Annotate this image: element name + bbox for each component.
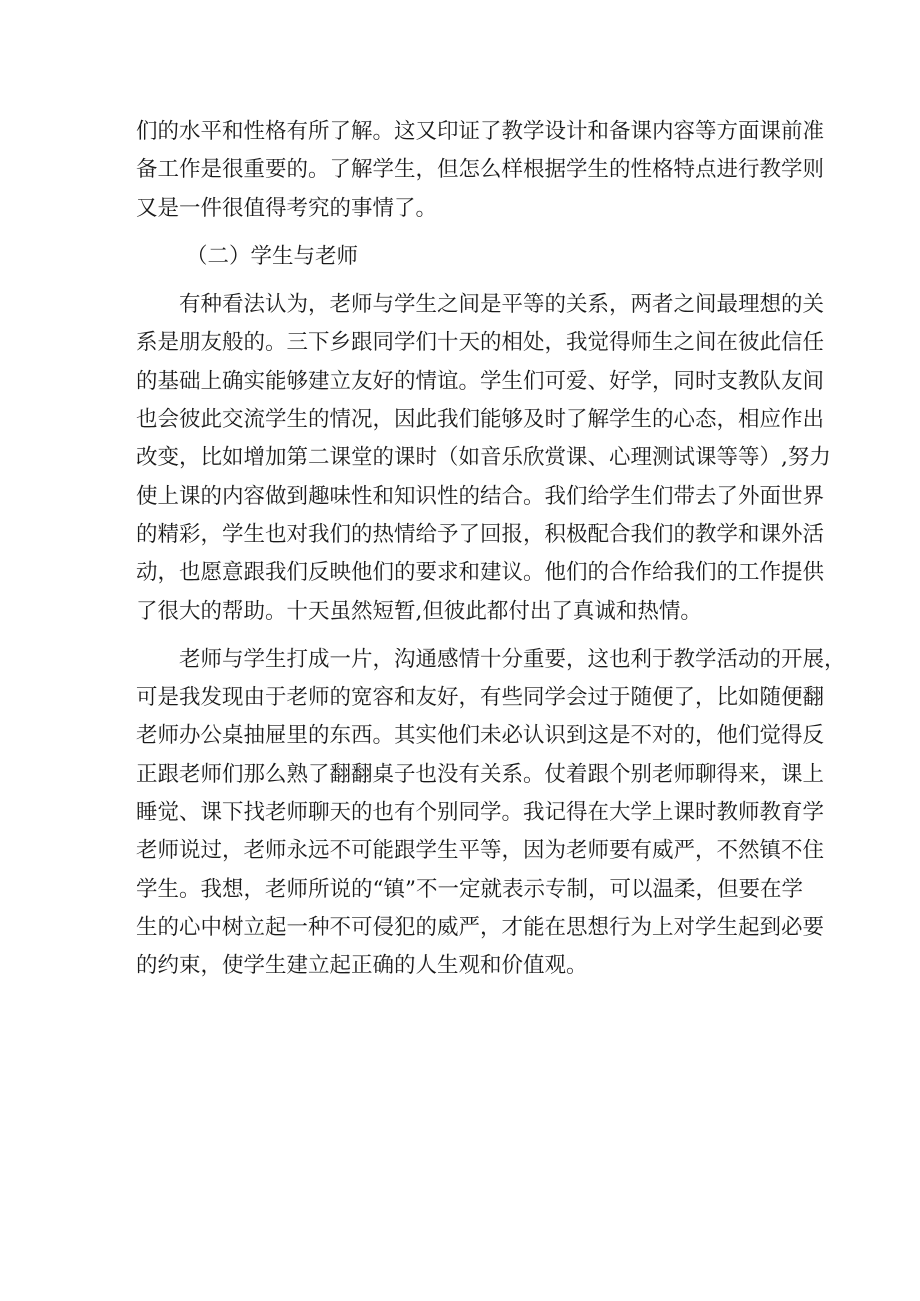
text-line: 睡觉、课下找老师聊天的也有个别同学。我记得在大学上课时教师教育学 [136, 800, 825, 826]
text-line: 可是我发现由于老师的宽容和友好，有些同学会过于随便了，比如随便翻 [136, 685, 825, 711]
text-line: 老师说过，老师永远不可能跟学生平等，因为老师要有威严，不然镇不住 [136, 838, 825, 864]
section-heading-wrapper [136, 238, 800, 276]
section-heading: （二）学生与老师 [186, 243, 359, 269]
paragraph-two [136, 286, 831, 631]
text-line: 生的心中树立起一种不可侵犯的威严，才能在思想行为上对学生起到必要 [136, 914, 825, 940]
text-line: 动，也愿意跟我们反映他们的要求和建议。他们的合作给我们的工作提供 [136, 560, 825, 586]
text-line: 的精彩，学生也对我们的热情给予了回报，积极配合我们的教学和课外活 [136, 521, 825, 547]
text-line: 正跟老师们那么熟了翻翻桌子也没有关系。仗着跟个别老师聊得来，课上 [136, 761, 825, 787]
text-line: 也会彼此交流学生的情况，因此我们能够及时了解学生的心态，相应作出 [136, 407, 825, 433]
text-line: 改变，比如增加第二课堂的课时（如音乐欣赏课、心理测试课等等）,努力 [136, 445, 831, 471]
text-line: 又是一件很值得考究的事情了。 [136, 195, 438, 221]
document-body [136, 113, 846, 986]
text-line: 使上课的内容做到趣味性和知识性的结合。我们给学生们带去了外面世界 [136, 483, 825, 509]
text-line: 有种看法认为，老师与学生之间是平等的关系，两者之间最理想的关 [179, 292, 825, 318]
paragraph-gap [136, 276, 800, 286]
paragraph-three [136, 641, 846, 986]
text-line: 的基础上确实能够建立友好的情谊。学生们可爱、好学，同时支教队友间 [136, 368, 825, 394]
text-line: 学生。我想，老师所说的“镇”不一定就表示专制，可以温柔，但要在学 [136, 876, 803, 902]
text-line: 的约束，使学生建立起正确的人生观和价值观。 [136, 953, 588, 979]
text-line: 系是朋友般的。三下乡跟同学们十天的相处，我觉得师生之间在彼此信任 [136, 330, 825, 356]
text-line: 老师与学生打成一片，沟通感情十分重要，这也利于教学活动的开展， [179, 646, 846, 672]
text-line: 老师办公桌抽屉里的东西。其实他们未必认识到这是不对的，他们觉得反 [136, 723, 825, 749]
paragraph-gap [136, 228, 800, 238]
text-line: 们的水平和性格有所了解。这又印证了教学设计和备课内容等方面课前准 [136, 119, 825, 144]
paragraph-gap [136, 631, 800, 641]
text-line: 备工作是很重要的。了解学生，但怎么样根据学生的性格特点进行教学则 [136, 157, 825, 183]
paragraph-intro [136, 113, 825, 228]
text-line: 了很大的帮助。十天虽然短暂,但彼此都付出了真诚和热情。 [136, 598, 702, 624]
